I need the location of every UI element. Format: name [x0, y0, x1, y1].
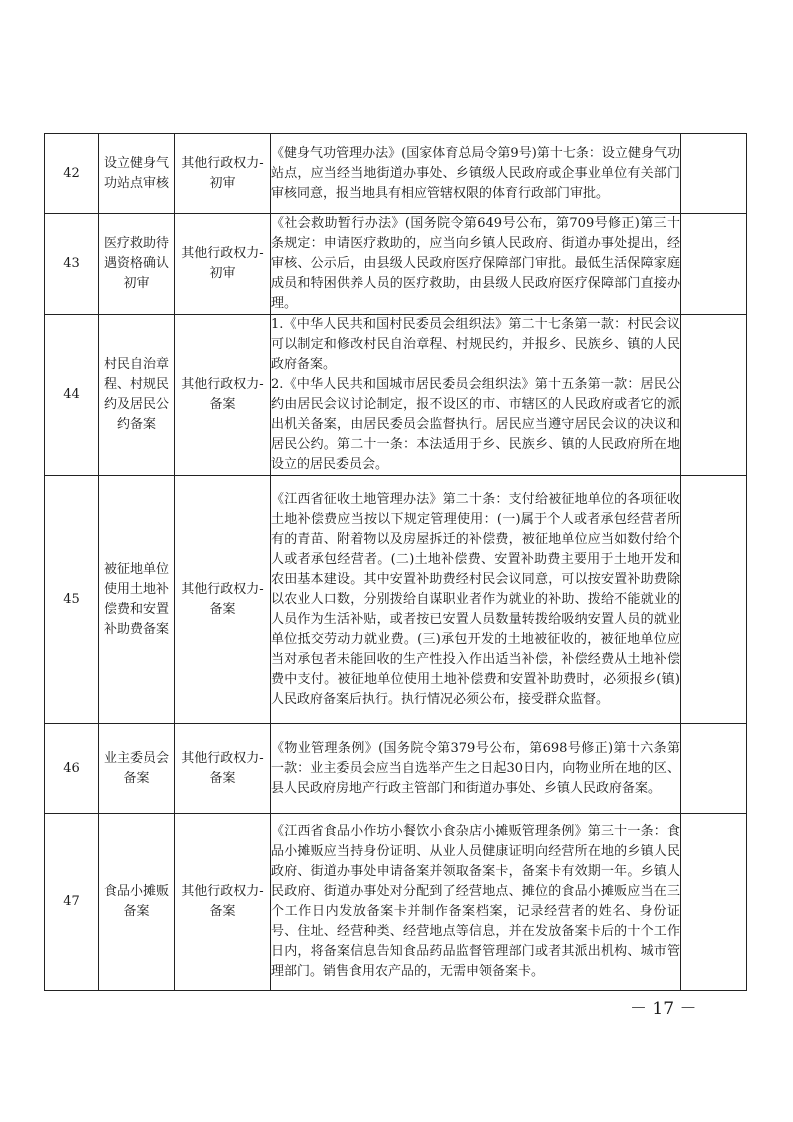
row-number: 47 — [45, 814, 99, 991]
table-row — [45, 814, 747, 991]
legal-basis — [271, 476, 681, 724]
power-type: 其他行政权力-备案 — [175, 814, 271, 991]
item-name: 医疗救助待遇资格确认初审 — [99, 214, 175, 315]
legal-basis-paragraph: 《江西省征收土地管理办法》第二十条：支付给被征地单位的各项征收土地补偿费应当按以下规定管理使用：(一)属于个人或者承包经营者所有的青苗、附着物以及房屋拆迁的补偿费，被征地单位应当如数付给个人或者承包经营者。(二)土地补偿费、安置补助费主要用于土地开发和农田基本建设。其中安置补助费经村民会议同意，可以按安置补助费除以农业人口数，分别拨给自谋职业者作为就业的补助、拨给不能就业的人员作为生活补贴，或者按已安置人员数量转拨给吸纳安置人员的就业单位抵交劳动力就业费。(三)承包开发的土地被征收的，被征地单位应当对承包者未能回收的生产性投入作出适当补偿，补偿经费从土地补偿费中支付。被征地单位使用土地补偿费和安置补助费时，必须报乡(镇)人民政府备案后执行。执行情况必须公布，接受群众监督。 — [271, 491, 680, 707]
table-row — [45, 134, 747, 214]
item-name: 业主委员会备案 — [99, 724, 175, 814]
legal-basis — [271, 724, 681, 814]
legal-basis-paragraph: 《江西省食品小作坊小餐饮小食杂店小摊贩管理条例》第三十一条：食品小摊贩应当持身份证明、从业人员健康证明向经营所在地的乡镇人民政府、街道办事处申请备案并领取备案卡，备案卡有效期一年。乡镇人民政府、街道办事处对分配到了经营地点、摊位的食品小摊贩应当在三个工作日内发放备案卡并制作备案档案，记录经营者的姓名、身份证号、住址、经营种类、经营地点等信息，并在发放备案卡后的十个工作日内，将备案信息告知食品药品监督管理部门或者其派出机构、城市管理部门。销售食用农产品的，无需申领备案卡。 — [271, 824, 680, 979]
legal-basis — [271, 134, 681, 214]
item-name: 设立健身气功站点审核 — [99, 134, 175, 214]
row-number: 45 — [45, 476, 99, 724]
item-name: 被征地单位使用土地补偿费和安置补助费备案 — [99, 476, 175, 724]
table-row — [45, 214, 747, 315]
remarks-cell — [681, 724, 747, 814]
power-type: 其他行政权力-初审 — [175, 134, 271, 214]
legal-basis-paragraph: 《健身气功管理办法》(国家体育总局令第9号)第十七条：设立健身气功站点，应当经当地街道办事处、乡镇级人民政府或企事业单位有关部门审核同意，报当地具有相应管辖权限的体育行政部门审批。 — [271, 145, 680, 201]
table-row — [45, 724, 747, 814]
remarks-cell — [681, 476, 747, 724]
row-number: 46 — [45, 724, 99, 814]
power-list-table — [44, 133, 747, 991]
remarks-cell — [681, 315, 747, 476]
legal-basis — [271, 814, 681, 991]
item-name: 村民自治章程、村规民约及居民公约备案 — [99, 315, 175, 476]
page-number: － 17 － — [630, 999, 697, 1019]
remarks-cell — [681, 814, 747, 991]
remarks-cell — [681, 134, 747, 214]
power-type: 其他行政权力-备案 — [175, 315, 271, 476]
legal-basis — [271, 315, 681, 476]
item-name: 食品小摊贩备案 — [99, 814, 175, 991]
power-type: 其他行政权力-初审 — [175, 214, 271, 315]
row-number: 44 — [45, 315, 99, 476]
row-number: 43 — [45, 214, 99, 315]
row-number: 42 — [45, 134, 99, 214]
remarks-cell — [681, 214, 747, 315]
legal-basis-paragraph: 2.《中华人民共和国城市居民委员会组织法》第十五条第一款：居民公约由居民会议讨论制定，报不设区的市、市辖区的人民政府或者它的派出机关备案，由居民委员会监督执行。居民应当遵守居民会议的决议和居民公约。第二十一条：本法适用于乡、民族乡、镇的人民政府所在地设立的居民委员会。 — [271, 377, 680, 472]
legal-basis-paragraph: 《物业管理条例》(国务院令第379号公布，第698号修正)第十六条第一款：业主委员会应当自选举产生之日起30日内，向物业所在地的区、县人民政府房地产行政主管部门和街道办事处、乡镇人民政府备案。 — [271, 740, 680, 796]
power-type: 其他行政权力-备案 — [175, 724, 271, 814]
power-type: 其他行政权力-备案 — [175, 476, 271, 724]
table-row — [45, 315, 747, 476]
legal-basis — [271, 214, 681, 315]
table-row — [45, 476, 747, 724]
legal-basis-paragraph: 1.《中华人民共和国村民委员会组织法》第二十七条第一款：村民会议可以制定和修改村民自治章程、村规民约，并报乡、民族乡、镇的人民政府备案。 — [271, 317, 680, 372]
legal-basis-paragraph: 《社会救助暂行办法》(国务院令第649号公布，第709号修正)第三十条规定：申请医疗救助的，应当向乡镇人民政府、街道办事处提出，经审核、公示后，由县级人民政府医疗保障部门审批。最低生活保障家庭成员和特困供养人员的医疗救助，由县级人民政府医疗保障部门直接办理。 — [271, 216, 680, 311]
